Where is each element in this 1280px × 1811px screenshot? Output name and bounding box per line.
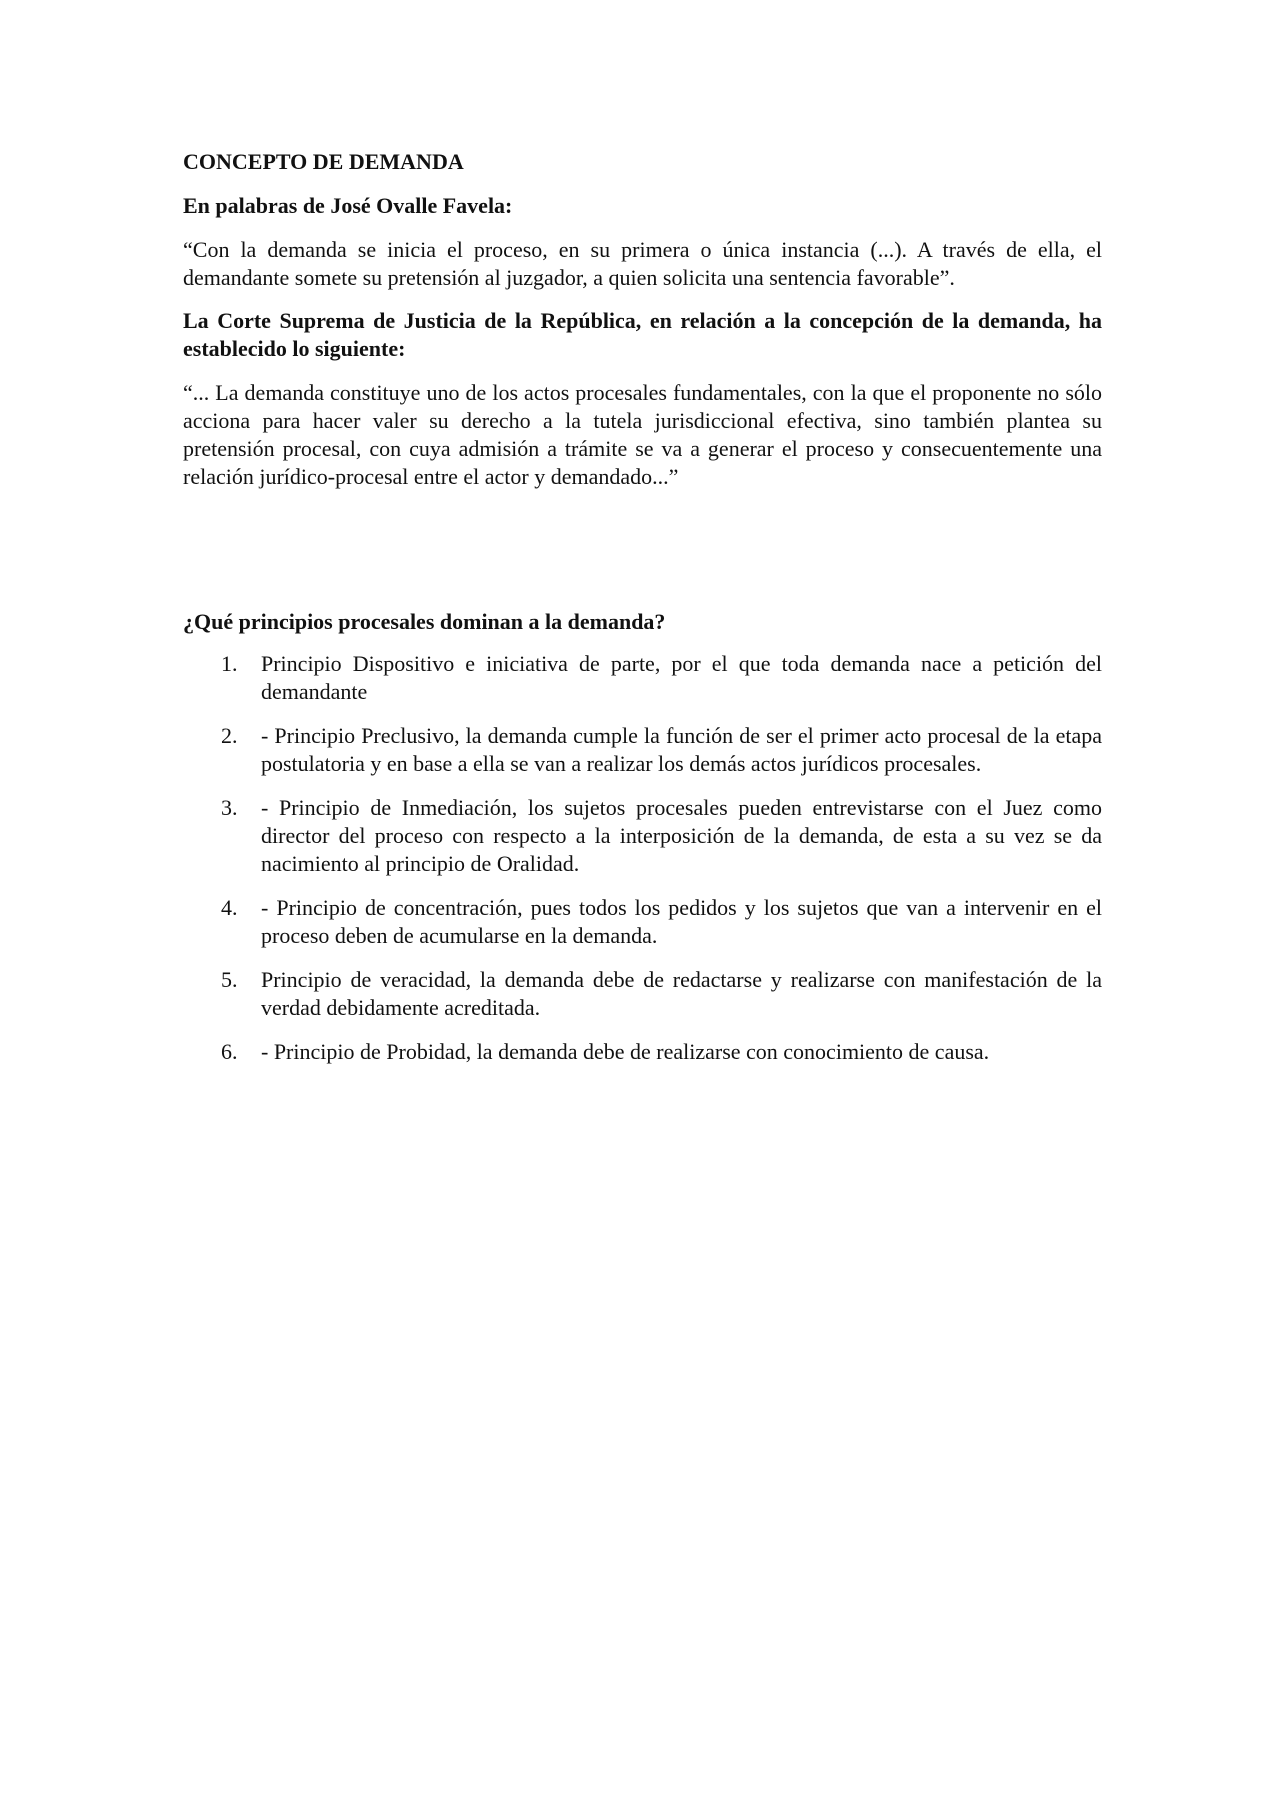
list-item	[183, 894, 1102, 950]
principles-list	[183, 650, 1102, 1066]
list-item-number: 6.	[221, 1039, 238, 1064]
list-item-number: 1.	[221, 651, 238, 676]
list-item	[183, 1038, 1102, 1066]
list-item-text: - Principio de Inmediación, los sujetos procesales pueden entrevistarse con el Juez como director del proceso con respecto a la interposición de la demanda, de esta a su vez se da nacimiento al principio de Oralidad.	[261, 795, 1102, 876]
principles-question: ¿Qué principios procesales dominan a la demanda?	[183, 609, 666, 634]
document-body	[183, 148, 1102, 1082]
list-item-number: 4.	[221, 895, 238, 920]
list-item-number: 2.	[221, 723, 238, 748]
document-title: CONCEPTO DE DEMANDA	[183, 149, 464, 174]
list-item-text: Principio de veracidad, la demanda debe de redactarse y realizarse con manifestación de la verdad debidamente acreditada.	[261, 967, 1102, 1020]
list-item	[183, 722, 1102, 778]
list-item-text: Principio Dispositivo e iniciativa de parte, por el que toda demanda nace a petición del demandante	[261, 651, 1102, 704]
list-item-text: - Principio de Probidad, la demanda debe de realizarse con conocimiento de causa.	[261, 1039, 990, 1064]
list-item-number: 3.	[221, 795, 238, 820]
list-item-text: - Principio de concentración, pues todos los pedidos y los sujetos que van a intervenir en el proceso deben de acumularse en la demanda.	[261, 895, 1102, 948]
list-item	[183, 650, 1102, 706]
list-item	[183, 966, 1102, 1022]
list-item-number: 5.	[221, 967, 238, 992]
author-intro: En palabras de José Ovalle Favela:	[183, 193, 513, 218]
court-quote: “... La demanda constituye uno de los actos procesales fundamentales, con la que el proponente no sólo acciona para hacer valer su derecho a la tutela jurisdiccional efectiva, sino también plantea su pretensión procesal, con cuya admisión a trámite se va a generar el proceso y consecuentemente una relación jurídico-procesal entre el actor y demandado...”	[183, 380, 1102, 489]
list-item	[183, 794, 1102, 878]
court-intro: La Corte Suprema de Justicia de la República, en relación a la concepción de la demanda, ha establecido lo siguiente:	[183, 308, 1102, 361]
author-quote: “Con la demanda se inicia el proceso, en su primera o única instancia (...). A través de ella, el demandante somete su pretensión al juzgador, a quien solicita una sentencia favorable”.	[183, 237, 1102, 290]
list-item-text: - Principio Preclusivo, la demanda cumple la función de ser el primer acto procesal de la etapa postulatoria y en base a ella se van a realizar los demás actos jurídicos procesales.	[261, 723, 1102, 776]
